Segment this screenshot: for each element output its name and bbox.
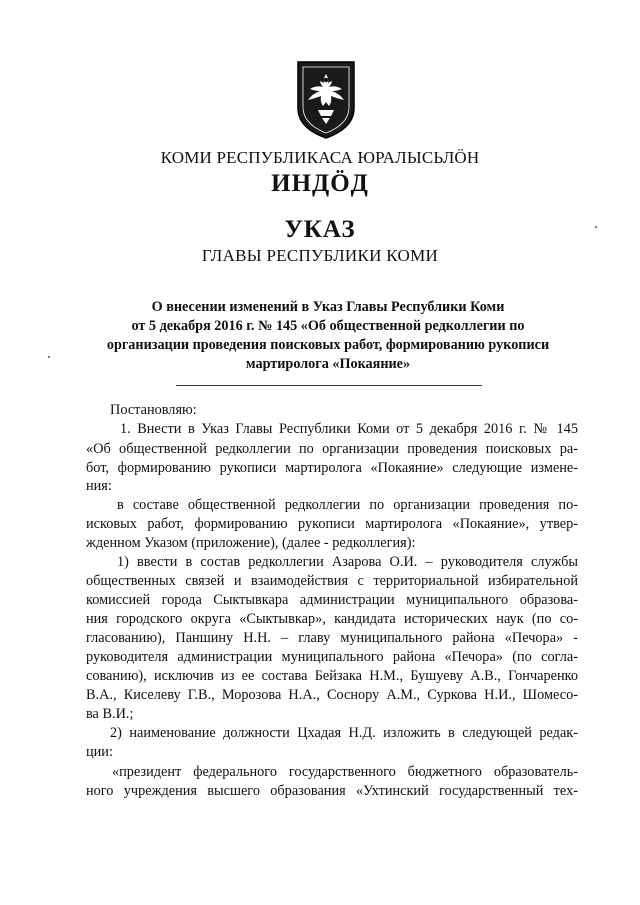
scan-speck xyxy=(595,226,597,228)
decree-title-line: от 5 декабря 2016 г. № 145 «Об общественной редколлегии по xyxy=(131,318,525,334)
body-line: в составе общественной редколлегии по организации проведения по- xyxy=(117,497,578,513)
scan-speck xyxy=(48,356,50,358)
header-indod: ИНДӦД xyxy=(271,170,369,197)
body-line: жденном Указом (приложение), (далее - редколлегия): xyxy=(86,535,416,551)
body-line: В.А., Киселеву Г.В., Морозова Н.А., Соснору А.М., Суркова Н.И., Шомесо- xyxy=(86,687,578,703)
body-line: Постановляю: xyxy=(110,402,197,418)
body-line: 1. Внести в Указ Главы Республики Коми от 5 декабря 2016 г. № 145 xyxy=(120,421,578,437)
body-line: 1) ввести в состав редколлегии Азарова О.И. – руководителя службы xyxy=(117,554,578,570)
body-line: гласованию), Паншину Н.Н. – главу муниципального района «Печора» - xyxy=(86,630,578,646)
header-head-of-republic: ГЛАВЫ РЕСПУБЛИКИ КОМИ xyxy=(201,246,439,265)
decree-title-line: О внесении изменений в Указ Главы Республики Коми xyxy=(151,299,505,315)
body-line: бот, формированию рукописи мартиролога «Покаяние» следующие измене- xyxy=(86,460,578,476)
body-line: 2) наименование должности Цхадая Н.Д. изложить в следующей редак- xyxy=(110,725,578,741)
body-line: «президент федерального государственного бюджетного образователь- xyxy=(112,764,578,780)
body-line: ния городского округа «Сыктывкар», кандидата исторических наук (по со- xyxy=(86,611,578,627)
body-line: сованию), исключив из ее состава Бейзака Н.М., Бушуеву А.В., Гончаренко xyxy=(86,668,578,684)
title-divider xyxy=(176,385,482,386)
body-line: ции: xyxy=(86,744,113,760)
decree-title-line: организации проведения поисковых работ, формированию рукописи xyxy=(106,337,550,353)
body-line: общественных связей и взаимодействия с территориальной избирательной xyxy=(86,573,578,589)
header-ukaz: УКАЗ xyxy=(284,216,356,243)
body-line: ва В.И.; xyxy=(86,706,134,722)
body-line: ного учреждения высшего образования «Ухтинский государственный тех- xyxy=(86,783,578,799)
header-republic-komi: КОМИ РЕСПУБЛИКАСА ЮРАЛЫСЬЛӦН xyxy=(160,148,480,167)
body-line: ния: xyxy=(86,478,112,494)
komi-coat-of-arms-icon xyxy=(294,58,358,140)
decree-title xyxy=(90,298,566,374)
body-line: исковых работ, формированию рукописи мартиролога «Покаяние», утвер- xyxy=(86,516,578,532)
body-line: «Об общественной редколлегии по организации проведения поисковых ра- xyxy=(86,441,578,457)
body-line: комиссией города Сыктывкара администрации муниципального образова- xyxy=(86,592,578,608)
body-line: руководителя администрации муниципального района «Печора» (по согла- xyxy=(86,649,578,665)
decree-title-line: мартиролога «Покаяние» xyxy=(245,356,411,372)
